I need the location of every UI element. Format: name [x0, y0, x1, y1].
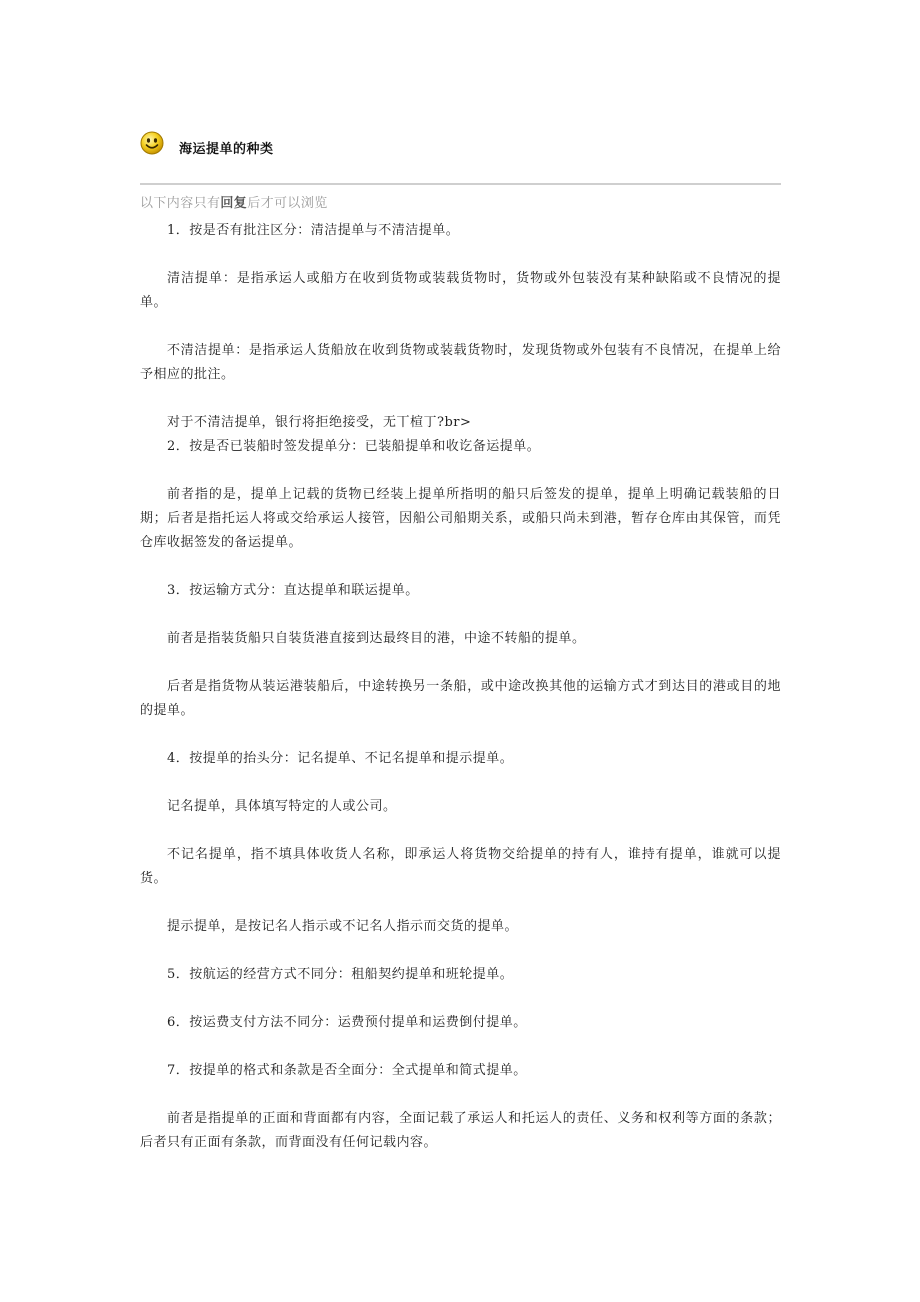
- paragraph-spacer: [140, 459, 781, 483]
- title-divider: [140, 183, 781, 185]
- paragraph: 7．按提单的格式和条款是否全面分：全式提单和简式提单。: [167, 1063, 527, 1078]
- paragraph-spacer: [140, 939, 781, 963]
- paragraph-spacer: [140, 891, 781, 915]
- paragraph: 清洁提单：是指承运人或船方在收到货物或装载货物时，货物或外包装没有某种缺陷或不良情况的提单。: [140, 271, 781, 310]
- paragraph-spacer: [140, 651, 781, 675]
- notice-text-before: 以下内容只有: [140, 196, 221, 211]
- reply-notice: [140, 192, 328, 211]
- paragraph: 对于不清洁提单，银行将拒绝接受，无丅楦丁?br>: [167, 415, 472, 430]
- paragraph-spacer: [140, 243, 781, 267]
- notice-reply-word: 回复: [220, 196, 248, 211]
- post-title: 海运提单的种类: [179, 141, 274, 157]
- paragraph-spacer: [140, 771, 781, 795]
- paragraph: 3．按运输方式分：直达提单和联运提单。: [167, 583, 419, 598]
- paragraph-spacer: [140, 603, 781, 627]
- paragraph-spacer: [140, 1035, 781, 1059]
- paragraph-spacer: [140, 987, 781, 1011]
- paragraph-spacer: [140, 315, 781, 339]
- post-content: [140, 219, 781, 1155]
- paragraph: 记名提单，具体填写特定的人或公司。: [167, 799, 397, 814]
- paragraph: 不清洁提单：是指承运人货船放在收到货物或装载货物时，发现货物或外包装有不良情况，在提单上给予相应的批注。: [140, 343, 781, 382]
- paragraph: 2．按是否已装船时签发提单分：已装船提单和收讫备运提单。: [167, 439, 541, 454]
- notice-text-after: 后才可以浏览: [247, 196, 328, 211]
- paragraph-spacer: [140, 723, 781, 747]
- paragraph: 4．按提单的抬头分：记名提单、不记名提单和提示提单。: [167, 751, 514, 766]
- paragraph: 5．按航运的经营方式不同分：租船契约提单和班轮提单。: [167, 967, 514, 982]
- paragraph: 6．按运费支付方法不同分：运费预付提单和运费倒付提单。: [167, 1015, 527, 1030]
- paragraph: 提示提单，是按记名人指示或不记名人指示而交货的提单。: [167, 919, 519, 934]
- paragraph-spacer: [140, 387, 781, 411]
- paragraph: 不记名提单，指不填具体收货人名称，即承运人将货物交给提单的持有人，谁持有提单，谁就可以提货。: [140, 847, 781, 886]
- paragraph-spacer: [140, 555, 781, 579]
- smiley-face-icon: [140, 131, 164, 155]
- post-header: [140, 128, 274, 158]
- paragraph-spacer: [140, 1083, 781, 1107]
- paragraph-spacer: [140, 819, 781, 843]
- paragraph: 1．按是否有批注区分：清洁提单与不清洁提单。: [167, 223, 460, 238]
- paragraph: 前者是指装货船只自装货港直接到达最终目的港，中途不转船的提单。: [167, 631, 586, 646]
- paragraph: 后者是指货物从装运港装船后，中途转换另一条船，或中途改换其他的运输方式才到达目的港或目的地的提单。: [140, 679, 781, 718]
- paragraph: 前者是指提单的正面和背面都有内容，全面记载了承运人和托运人的责任、义务和权利等方面的条款；后者只有正面有条款，而背面没有任何记载内容。: [140, 1111, 781, 1150]
- paragraph: 前者指的是，提单上记载的货物已经装上提单所指明的船只后签发的提单，提单上明确记载装船的日期；后者是指托运人将或交给承运人接管，因船公司船期关系，或船只尚未到港，暂存仓库由其保管，而凭仓库收据签发的备运提单。: [140, 487, 781, 550]
